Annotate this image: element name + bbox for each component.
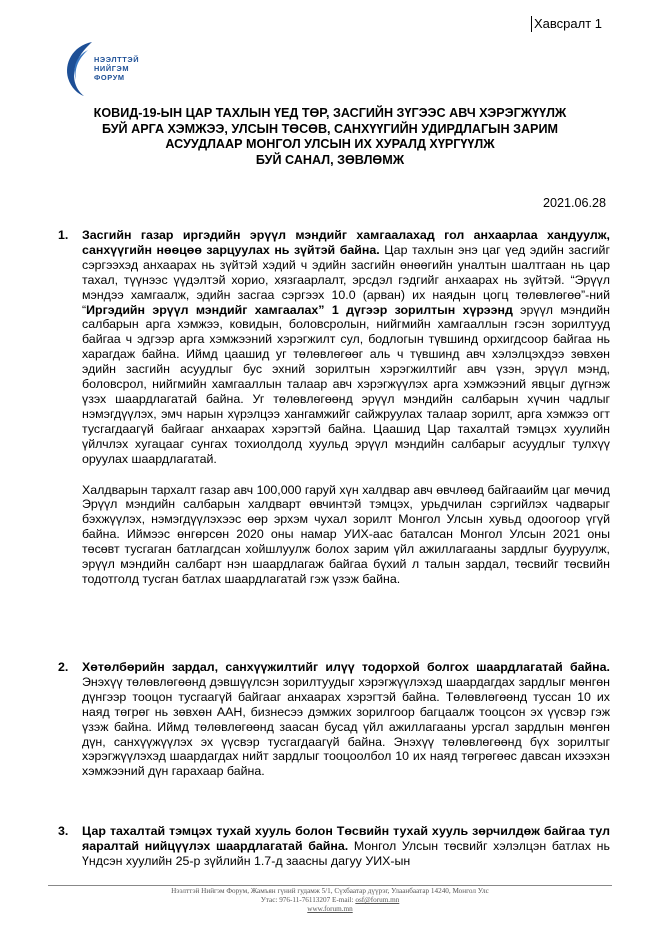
email-link[interactable]: osf@forum.mn <box>355 896 400 904</box>
phone-label: Утас: <box>260 896 278 904</box>
section-number: 1. <box>58 228 69 242</box>
paragraph-text: Цар тахлын энэ цаг үед эдийн засгийг сэргээхэд анхаарах нь зүйтэй хэдий ч эдийн засгийн өнөөгийн уналтын шалтгаан нь цар тахал, түүнээс үүдэлтэй хорио, хязгаарлалт, эрсдэл гэдгийг анхаарах нь зүйтэй. “Эрүүл мэндээ хамгаалж, эдийн засгаа сэргээх 10.0 (арван) их наядын цогц төлөвлөгөө”-ний “ <box>82 242 610 317</box>
logo-text-line1: НЭЭЛТТЭЙ <box>94 55 140 64</box>
document-date: 2021.06.28 <box>542 196 606 210</box>
logo-text-line3: ФОРУМ <box>94 73 125 82</box>
footer-address: Нээлттэй Нийгэм Форум, Жамъян гүний гудамж 5/1, Сүхбаатар дүүрэг, Улаанбаатар 14240, Монгол Улс <box>171 887 489 895</box>
title-line: АСУУДЛААР МОНГОЛ УЛСЫН ИХ ХУРАЛД ХҮРГҮҮЛЖ <box>165 137 495 151</box>
section-2 <box>58 660 610 779</box>
title-line: КОВИД-19-ЫН ЦАР ТАХЛЫН ҮЕД ТӨР, ЗАСГИЙН ЗҮГЭЭС АВЧ ХЭРЭГЖҮҮЛЖ <box>93 106 567 120</box>
paragraph-text: эрүүл мэндийн салбарын арга хэмжээ, ковидын, боловсролын, нийгмийн хамгааллын гэсэн зорилтууд байгаа ч эдгээр арга хэмжээний хэрэгжилт сул, бодлогын түвшинд орхигдсоор байгаа нь харагдаж байна. Иймд цаашид уг төлөвлөгөөг аль ч түвшинд авч хэлэлцэхдээ зөвхөн эдийн засгийн асуудлыг бус эхний зорилтын хэрэгжилтийг авч үзэн, эрүүл мэнд, боловсрол, нийгмийн хамгааллын талаар авч хэрэгжүүлэх арга хэмжээний явцыг дүгнэж үзэх шаардлагатай байна. Уг төлөвлөгөөнд эрүүл мэндийн салбарын хүчин чадлыг нэмэгдүүлэх, эмч нарын хүрэлцээ хангамжийг сайжруулах талаар зорилт, арга хэмжээ огт тусгагдаагүй байгааг анхаарах хэрэгтэй байна. Цаашид Цар тахалтай тэмцэх хуулийн үйлчлэх хугацааг сунгах тохиолдолд хуульд эрүүл мэндийн салбарыг асуудлыг тулхүү оруулах шаардлагатай. <box>82 302 610 466</box>
section-1 <box>58 228 610 587</box>
section-3-lead: Цар тахалтай тэмцэх тухай хууль болон Төсвийн тухай хууль зөрчилдөж байгаа тул яаралтай нийцүүлэх шаардлагатай байна. <box>82 824 610 853</box>
logo-text-line2: НИЙГЭМ <box>94 64 130 73</box>
annex-label: Хавсралт 1 <box>531 16 602 32</box>
section-2-lead: Хөтөлбөрийн зардал, санхүүжилтийг илүү тодорхой болгох шаардлагатай байна. <box>82 660 610 674</box>
footer-website[interactable]: www.forum.mn <box>307 905 353 913</box>
document-title <box>60 106 600 168</box>
section-3-paragraph <box>82 824 610 869</box>
section-1-paragraph-1 <box>82 228 610 467</box>
section-2-paragraph <box>82 660 610 779</box>
title-line: БУЙ САНАЛ, ЗӨВЛӨМЖ <box>255 152 405 167</box>
paragraph-text: Энэхүү төлөвлөгөөнд дэвшүүлсэн зорилтуудыг хэрэгжүүлэхэд шаардагдах зардлыг мөнгөн дүнгээр тооцон тусгаагүй байгааг анхаарах хэрэгтэй байна. Төлөвлөгөөнд туссан 10 их наяд төгрөг нь зөвхөн ААН, бизнесээ дэмжих зорилгоор багцаалж тооцсон эх үүсвэр гэж үзэж байна. Иймд төлөвлөгөөнд заасан бусад үйл ажиллагааны урсгал зардлын мөнгөн дүн, санхүүжүүлэх эх үүсвэр тусгагдаагүй байна. Энэхүү төлөвлөгөөнд бүх зорилтыг хэрэгжүүлэхэд шаардагдах нийт зардлыг тооцоолбол 10 их наяд төгрөгөөс давсан ихээхэн хэмжээний дүн гарахаар байна. <box>82 674 610 779</box>
title-line: БУЙ АРГА ХЭМЖЭЭ, УЛСЫН ТӨСӨВ, САНХҮҮГИЙН УДИРДЛАГЫН ЗАРИМ <box>101 121 558 136</box>
logo <box>62 38 172 98</box>
footer-contacts <box>60 896 600 905</box>
phone-number: 976-11-76113207 <box>279 896 331 904</box>
section-number: 2. <box>58 660 69 674</box>
section-1-emphasis: Иргэдийн эрүүл мэндийг хамгаалах” 1 дүгээр зорилтын хүрээнд <box>86 302 513 317</box>
section-1-paragraph-2: Халдварын тархалт газар авч 100,000 гаруй хүн халдвар авч өвчлөөд байгааийм цаг мөчид Эрүүл мэндийн салбарын халдварт өвчинтэй тэмцэх, урьдчилан сэргийлэх чадварыг бэхжүүлэх, нэмэгдүүлэхээс өөр эрхэм чухал зорилт Монгол Улсын хувьд одоогоор үгүй байна. Иймээс өнгөрсөн 2020 оны намар УИХ-аас баталсан Монгол Улсын 2021 оны төсөвт тусгаган батлагдсан хойшлуулж болох зарим үйл ажиллагааны зардлыг бууруулж, эрүүл мэндийн салбарт нэн шаардлагаж байгаа бүхий л талын зардал, төсвийг төсвийн тодотголд тусган батлах шаардлагатай гэж үзэж байна. <box>82 482 610 586</box>
paragraph-text: Монгол Улсын төсвийг хэлэлцэн батлах нь Үндсэн хуулийн 25-р зүйлийн 1.7-д заасны дагуу УИХ-ын <box>82 838 610 868</box>
section-3 <box>58 824 610 869</box>
section-1-lead: Засгийн газар иргэдийн эрүүл мэндийг хамгаалахад гол анхаарлаа хандуулж, санхүүгийн нөөцөө зарцуулах нь зүйтэй байна. <box>82 228 610 257</box>
footer-divider <box>48 885 612 886</box>
footer <box>60 887 600 914</box>
section-number: 3. <box>58 824 69 838</box>
email-label: E-mail: <box>331 896 354 904</box>
